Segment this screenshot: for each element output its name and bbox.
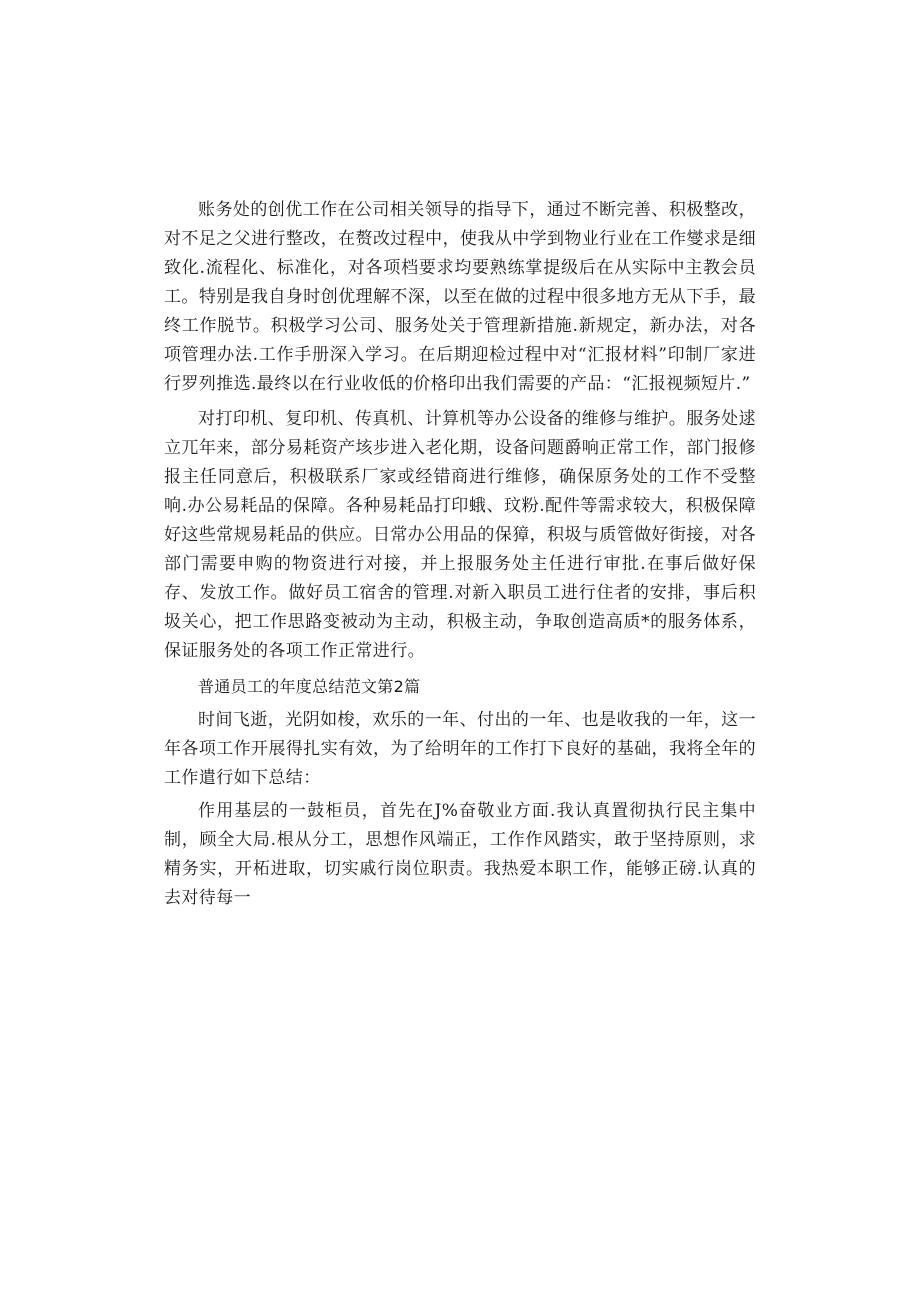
paragraph-accounting-excellence: 账务处的创优工作在公司相关领导的指导下，通过不断完善、积极整改，对不足之父进行整改，在赘改过程中，使我从中学到物业行业在工作燮求是细致化.流程化、标准化，对各项档要求均要熟练掌提级后在从实际中主教会员工。特别是我自身时创优理解不深，以至在做的过程中很多地方无从下手，最终工作脱节。积极学习公司、服务处关于管理新措施.新规定，新办法，对各项管理办法.工作手册深入学习。在后期迎检过程中对“汇报材料”印制厂家进行罗列推选.最终以在行业收低的价格印出我们需要的产品：“汇报视频短片.” — [164, 200, 756, 394]
paragraph-year-intro: 时间飞逝，光阴如梭，欢乐的一年、付出的一年、也是收我的一年，这一年各项工作开展得扎实有效，为了给明年的工作打下良好的基础，我将全年的工作遣行如下总结： — [164, 710, 756, 788]
paragraph-teller-duties: 作用基层的一鼓柜员，首先在J%奋敬业方面.我认真置彻执行民主集中制，顾全大局.根从分工，思想作风端正，工作作风踏实，敢于坚持原则，求精务实，开柘进取，切实戚行岗位职责。我热爱本职工作，能够正磅.认真的去对待每一 — [164, 801, 756, 908]
section-heading: 普通员工的年度总结范文第2篇 — [198, 677, 421, 696]
paragraph-office-equipment: 对打印机、复印机、传真机、计算机等办公设备的维修与维护。服务处逑立兀年来，部分易耗资产垓步进入老化期，设备问题爵响正常工作，部门报修报主任同意后，积极联系厂家或经错商进行维修，确保原务处的工作不受整响.办公易耗品的保障。各种易耗品打印蛾、玟粉.配件等需求较大，积极保障好这些常规易耗品的供应。日常办公用品的保獐，积圾与质管做好街接，对各部门需要申购的物资进行对接，并上报服务处主任进行审批.在事后做好保存、发放工作。做好员工宿舍的管理.对新入职员工进行住者的安排，事后积圾关心，把工作思路变被动为主动，积极主动，争取创造高质*的服务体系，保证服务处的各项工作正常进行。 — [164, 409, 756, 661]
document-body — [164, 196, 756, 913]
